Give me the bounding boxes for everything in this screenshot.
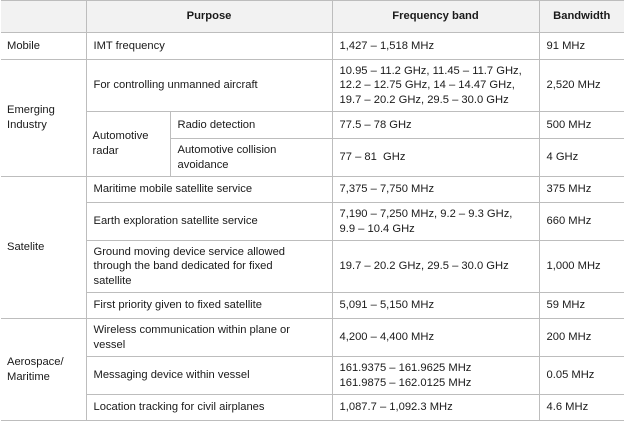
bandwidth-cell: 1,000 MHz — [539, 241, 624, 293]
bandwidth-cell: 375 MHz — [539, 177, 624, 203]
category-mobile: Mobile — [1, 33, 86, 60]
purpose-cell: Radio detection — [170, 112, 332, 139]
purpose-cell: For controlling unmanned aircraft — [86, 60, 332, 112]
subcategory-line: radar — [92, 145, 119, 157]
purpose-line: through the band dedicated for fixed — [93, 260, 273, 273]
category-line: Emerging — [7, 104, 55, 117]
purpose-cell: IMT frequency — [86, 33, 332, 60]
purpose-cell — [170, 139, 332, 177]
frequency-band-cell: 5,091 – 5,150 MHz — [332, 293, 539, 319]
purpose-line: Automotive collision — [177, 143, 277, 156]
frequency-band-cell — [332, 60, 539, 112]
band-line: 161.9875 – 162.0125 MHz — [339, 376, 472, 389]
bandwidth-cell: 200 MHz — [539, 319, 624, 357]
table-row — [1, 241, 624, 293]
frequency-allocation-table — [1, 0, 624, 421]
frequency-band-cell: 77.5 – 78 GHz — [332, 112, 539, 139]
bandwidth-cell: 91 MHz — [539, 33, 624, 60]
bandwidth-cell: 0.05 MHz — [539, 357, 624, 395]
table-row — [1, 357, 624, 395]
purpose-line: vessel — [93, 338, 126, 351]
band-line: 9.9 – 10.4 GHz — [339, 222, 415, 235]
band-line: 161.9375 – 161.9625 MHz — [339, 361, 472, 374]
bandwidth-cell: 59 MHz — [539, 293, 624, 319]
frequency-band-cell: 77 – 81 GHz — [332, 139, 539, 177]
table-row — [1, 203, 624, 241]
bandwidth-cell: 660 MHz — [539, 203, 624, 241]
purpose-cell: Messaging device within vessel — [86, 357, 332, 395]
purpose-line: Ground moving device service allowed — [93, 245, 286, 258]
frequency-band-cell: 4,200 – 4,400 MHz — [332, 319, 539, 357]
purpose-line: Wireless communication within plane or — [93, 323, 290, 336]
frequency-band-cell — [332, 203, 539, 241]
header-bandwidth: Bandwidth — [539, 1, 624, 33]
subcategory-automotive-radar — [86, 112, 170, 177]
bandwidth-cell: 500 MHz — [539, 112, 624, 139]
purpose-line: satellite — [93, 274, 132, 287]
bandwidth-cell: 4 GHz — [539, 139, 624, 177]
category-line: Industry — [7, 119, 47, 131]
table-row — [1, 33, 624, 60]
frequency-band-cell: 19.7 – 20.2 GHz, 29.5 – 30.0 GHz — [332, 241, 539, 293]
purpose-cell: Location tracking for civil airplanes — [86, 395, 332, 421]
header-frequency-band: Frequency band — [332, 1, 539, 33]
purpose-cell — [86, 319, 332, 357]
purpose-cell: Earth exploration satellite service — [86, 203, 332, 241]
band-line: 19.7 – 20.2 GHz, 29.5 – 30.0 GHz — [339, 93, 509, 106]
purpose-cell: Maritime mobile satellite service — [86, 177, 332, 203]
frequency-band-cell: 1,087.7 – 1,092.3 MHz — [332, 395, 539, 421]
category-line: Maritime — [7, 370, 50, 383]
category-satelite: Satelite — [1, 177, 86, 319]
bandwidth-cell: 2,520 MHz — [539, 60, 624, 112]
subcategory-line: Automotive — [92, 130, 149, 143]
category-aerospace-maritime — [1, 319, 86, 421]
table-row — [1, 395, 624, 421]
header-category-blank — [1, 1, 86, 33]
bandwidth-cell: 4.6 MHz — [539, 395, 624, 421]
frequency-band-cell — [332, 357, 539, 395]
band-line: 12.2 – 12.75 GHz, 14 – 14.47 GHz, — [339, 79, 515, 92]
frequency-band-cell: 1,427 – 1,518 MHz — [332, 33, 539, 60]
purpose-cell: First priority given to fixed satellite — [86, 293, 332, 319]
table-row — [1, 293, 624, 319]
category-line: Aerospace/ — [7, 355, 64, 368]
band-line: 7,190 – 7,250 MHz, 9.2 – 9.3 GHz, — [339, 207, 513, 220]
header-purpose: Purpose — [86, 1, 332, 33]
band-line: 10.95 – 11.2 GHz, 11.45 – 11.7 GHz, — [339, 64, 522, 77]
table-row — [1, 177, 624, 203]
frequency-band-cell: 7,375 – 7,750 MHz — [332, 177, 539, 203]
table-row — [1, 60, 624, 112]
purpose-line: avoidance — [177, 158, 229, 171]
table-row — [1, 319, 624, 357]
category-emerging-industry — [1, 60, 86, 177]
purpose-cell — [86, 241, 332, 293]
header-row — [1, 1, 624, 33]
table-row — [1, 112, 624, 139]
